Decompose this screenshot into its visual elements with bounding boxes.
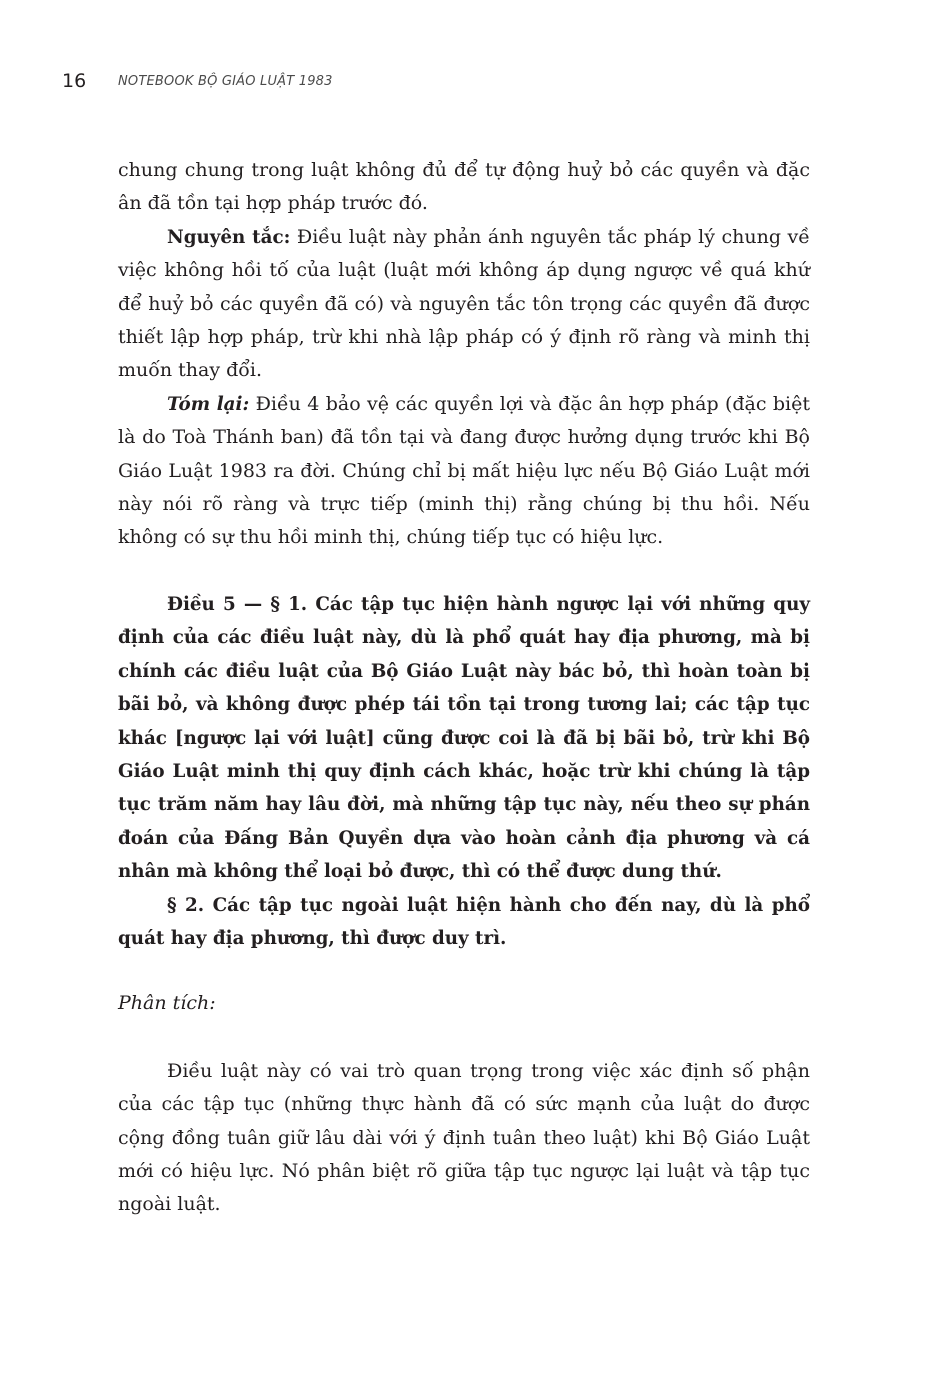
summary-label: Tóm lại: — [167, 393, 250, 415]
running-title: NOTEBOOK BỘ GIÁO LUẬT 1983 — [118, 73, 333, 89]
article-5 — [118, 588, 810, 955]
summary-text: Điều 4 bảo vệ các quyền lợi và đặc ân hợp pháp (đặc biệt là do Toà Thánh ban) đã tồn tại và đang được hưởng dụng trước khi Bộ Giáo Luật 1983 ra đời. Chúng chỉ bị mất hiệu lực nếu Bộ Giáo Luật mới này nói rõ ràng và trực tiếp (minh thị) rằng chúng bị thu hồi. Nếu không có sự thu hồi minh thị, chúng tiếp tục có hiệu lực. — [118, 392, 810, 549]
running-header — [62, 68, 333, 94]
page-body — [118, 154, 810, 1222]
analysis-heading: Phân tích: — [118, 992, 216, 1015]
principle-label: Nguyên tắc: — [167, 226, 291, 248]
analysis-paragraph: Điều luật này có vai trò quan trọng trong việc xác định số phận của các tập tục (những thực hành đã có sức mạnh của luật do được cộng đồng tuân giữ lâu dài với ý định tuân theo luật) khi Bộ Giáo Luật mới có hiệu lực. Nó phân biệt rõ giữa tập tục ngược lại luật và tập tục ngoài luật. — [118, 1059, 810, 1216]
paragraph-continuation: chung chung trong luật không đủ để tự động huỷ bỏ các quyền và đặc ân đã tồn tại hợp pháp trước đó. — [118, 159, 810, 215]
page-number: 16 — [62, 70, 87, 92]
principle-text: Điều luật này phản ánh nguyên tắc pháp lý chung về việc không hồi tố của luật (luật mới không áp dụng ngược về quá khứ để huỷ bỏ các quyền đã có) và nguyên tắc tôn trọng các quyền đã được thiết lập hợp pháp, trừ khi nhà lập pháp có ý định rõ ràng và minh thị muốn thay đổi. — [118, 225, 810, 382]
paragraph-summary — [118, 388, 810, 555]
article-5-section-1: Điều 5 — § 1. Các tập tục hiện hành ngược lại với những quy định của các điều luật này, dù là phổ quát hay địa phương, mà bị chính các điều luật của Bộ Giáo Luật này bác bỏ, thì hoàn toàn bị bãi bỏ, và không được phép tái tồn tại trong tương lai; các tập tục khác [ngược lại với luật] cũng được coi là đã bị bãi bỏ, trừ khi Bộ Giáo Luật minh thị quy định cách khác, hoặc trừ khi chúng là tập tục trăm năm hay lâu đời, mà những tập tục này, nếu theo sự phán đoán của Đấng Bản Quyền dựa vào hoàn cảnh địa phương và cá nhân mà không thể loại bỏ được, thì có thể được dung thứ. — [118, 593, 810, 883]
article-5-section-2: § 2. Các tập tục ngoài luật hiện hành cho đến nay, dù là phổ quát hay địa phương, thì được duy trì. — [118, 894, 810, 949]
paragraph-principle — [118, 221, 810, 388]
